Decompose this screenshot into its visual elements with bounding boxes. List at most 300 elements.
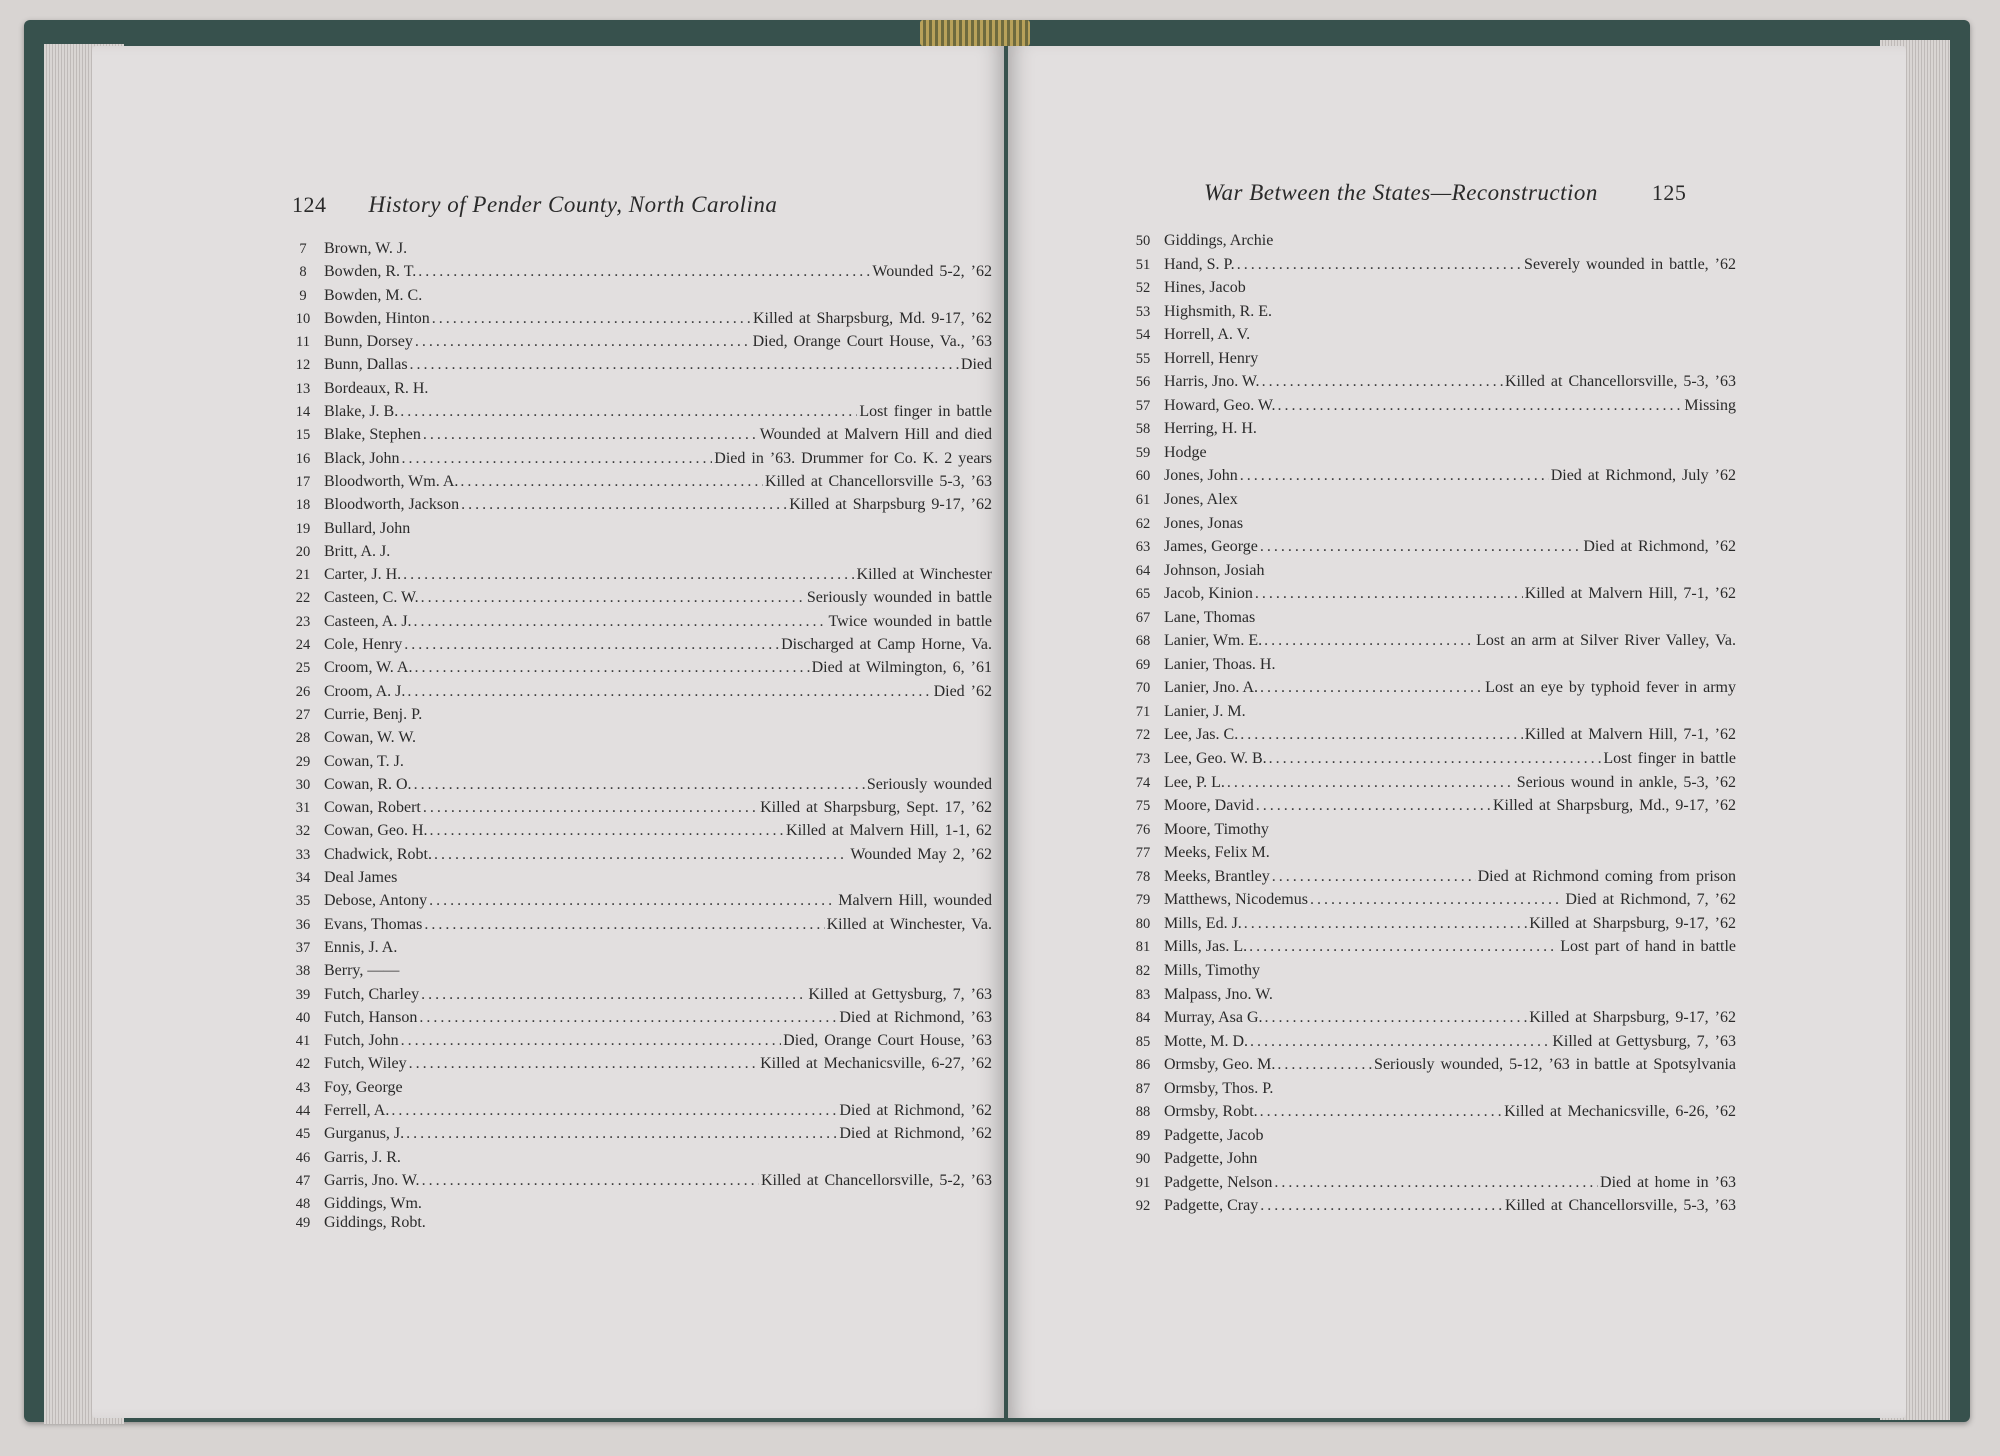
roster-entry — [282, 916, 992, 939]
roster-entry — [282, 310, 992, 333]
dot-leader — [460, 473, 763, 491]
entry-number: 76 — [1135, 821, 1151, 838]
soldier-name: Murray, Asa G. — [1164, 1009, 1263, 1027]
soldier-name: Deal James — [324, 869, 398, 887]
soldier-name: Brown, W. J. — [324, 240, 408, 257]
entry-number: 13 — [295, 380, 311, 397]
roster-entry — [282, 333, 992, 356]
soldier-name: Lee, Jas. C. — [1164, 726, 1239, 744]
entry-number: 64 — [1135, 562, 1151, 579]
roster-entry — [1122, 703, 1736, 727]
soldier-name: Mills, Ed. J. — [1164, 914, 1242, 932]
soldier-name: Britt, A. J. — [324, 542, 391, 560]
dot-leader — [1240, 467, 1549, 485]
soldier-name: Hodge — [1164, 443, 1207, 461]
soldier-name: Blake, J. B. — [324, 403, 399, 421]
service-note: Twice wounded in battle — [828, 612, 992, 630]
soldier-name: Jones, Alex — [1164, 491, 1238, 509]
roster-entry — [1122, 1103, 1736, 1127]
service-note: Killed at Sharpsburg, 9-17, ’62 — [1529, 914, 1736, 932]
roster-entry — [1122, 562, 1736, 586]
right-page — [1008, 46, 1906, 1418]
entry-number: 58 — [1135, 421, 1151, 438]
entry-number: 87 — [1135, 1080, 1151, 1097]
roster-entry — [1122, 962, 1736, 986]
entry-number: 41 — [295, 1033, 311, 1050]
roster-entry — [1122, 256, 1736, 280]
dot-leader — [404, 636, 779, 654]
soldier-name: Motte, M. D. — [1164, 1032, 1248, 1050]
soldier-name: Bullard, John — [324, 519, 411, 537]
soldier-name: Giddings, Wm. — [324, 1195, 422, 1213]
entry-number: 31 — [295, 800, 311, 817]
roster-entry — [282, 846, 992, 869]
roster-entry — [1122, 303, 1736, 327]
entry-number: 24 — [295, 637, 311, 654]
dot-leader — [414, 659, 809, 677]
soldier-name: Meeks, Brantley — [1164, 867, 1270, 885]
service-note: Died at Richmond, July ’62 — [1550, 467, 1736, 485]
dot-leader — [1264, 632, 1474, 650]
soldier-name: Debose, Antony — [324, 892, 428, 910]
roster-entry — [1122, 679, 1736, 703]
dot-leader — [1227, 774, 1515, 792]
soldier-name: Cowan, W. W. — [324, 729, 417, 747]
soldier-name: Bloodworth, Jackson — [324, 496, 460, 514]
entry-number: 21 — [295, 567, 311, 584]
service-note: Killed at Mechanicsville, 6-26, ’62 — [1504, 1103, 1736, 1121]
entry-number: 16 — [295, 450, 311, 467]
spine-headband — [920, 20, 1030, 46]
roster-entry — [1122, 585, 1736, 609]
soldier-name: Bloodworth, Wm. A. — [324, 472, 459, 490]
soldier-name: Futch, Hanson — [324, 1008, 418, 1026]
entry-number: 29 — [295, 753, 311, 770]
roster-entry — [1122, 373, 1736, 397]
left-page — [92, 46, 1004, 1418]
dot-leader — [434, 846, 848, 864]
soldier-name: Blake, Stephen — [324, 426, 421, 444]
soldier-name: Jacob, Kinion — [1164, 585, 1253, 603]
soldier-name: James, George — [1164, 538, 1258, 556]
dot-leader — [400, 403, 857, 421]
roster-entry — [1122, 1127, 1736, 1151]
entry-number: 11 — [296, 334, 310, 351]
service-note: Lost an arm at Silver River Valley, Va. — [1476, 632, 1736, 650]
roster-entry — [282, 496, 992, 519]
entry-number: 65 — [1135, 586, 1151, 603]
service-note: Died at Richmond, ’62 — [839, 1101, 992, 1119]
soldier-name: Howard, Geo. W. — [1164, 396, 1276, 414]
service-note: Killed at Chancellorsville, 5-2, ’63 — [760, 1171, 992, 1189]
roster-entry — [282, 1079, 992, 1102]
soldier-name: Malpass, Jno. W. — [1164, 985, 1273, 1003]
soldier-name: Lanier, J. M. — [1164, 702, 1246, 720]
soldier-name: Padgette, Jacob — [1164, 1126, 1264, 1144]
dot-leader — [419, 1009, 837, 1027]
roster-entry — [1122, 1080, 1736, 1104]
roster-list-right — [1122, 232, 1736, 1221]
entry-number: 47 — [295, 1172, 311, 1189]
soldier-name: Gurganus, J. — [324, 1125, 405, 1143]
roster-entry — [1122, 232, 1736, 256]
dot-leader — [461, 496, 787, 514]
soldier-name: Hines, Jacob — [1164, 279, 1246, 297]
entry-number: 37 — [295, 939, 311, 956]
soldier-name: Bowden, M. C. — [324, 286, 423, 304]
entry-number: 42 — [295, 1056, 311, 1073]
soldier-name: Cowan, R. O. — [324, 775, 412, 793]
entry-number: 23 — [295, 613, 311, 630]
soldier-name: Futch, John — [324, 1032, 399, 1050]
roster-entry — [282, 939, 992, 962]
soldier-name: Lanier, Jno. A. — [1164, 679, 1259, 697]
service-note: Killed at Chancellorsville, 5-3, ’63 — [1504, 1197, 1736, 1215]
roster-list-left — [282, 240, 992, 1233]
roster-entry — [282, 1172, 992, 1195]
service-note: Killed at Winchester, Va. — [826, 915, 992, 933]
roster-entry — [282, 380, 992, 403]
soldier-name: Currie, Benj. P. — [324, 705, 423, 723]
soldier-name: Moore, David — [1164, 797, 1254, 815]
soldier-name: Foy, George — [324, 1078, 403, 1096]
entry-number: 67 — [1135, 609, 1151, 626]
dot-leader — [430, 822, 784, 840]
entry-number: 43 — [295, 1079, 311, 1096]
soldier-name: Cowan, Geo. H. — [324, 822, 428, 840]
soldier-name: Giddings, Archie — [1164, 232, 1274, 249]
roster-entry — [1122, 1056, 1736, 1080]
roster-entry — [282, 962, 992, 985]
entry-number: 33 — [295, 846, 311, 863]
entry-number: 85 — [1135, 1033, 1151, 1050]
left-page-header — [292, 192, 777, 218]
soldier-name: Evans, Thomas — [324, 915, 423, 933]
service-note: Killed at Sharpsburg, 9-17, ’62 — [1529, 1009, 1736, 1027]
entry-number: 12 — [295, 357, 311, 374]
entry-number: 60 — [1135, 468, 1151, 485]
roster-entry — [1122, 632, 1736, 656]
dot-leader — [1244, 915, 1527, 933]
service-note: Killed at Sharpsburg 9-17, ’62 — [789, 496, 992, 514]
entry-number: 53 — [1135, 303, 1151, 320]
dot-leader — [424, 916, 824, 934]
roster-entry — [1122, 726, 1736, 750]
roster-entry — [282, 287, 992, 310]
dot-leader — [414, 776, 865, 794]
entry-number: 56 — [1135, 374, 1151, 391]
roster-entry — [1122, 279, 1736, 303]
dot-leader — [421, 589, 805, 607]
service-note: Died at Wilmington, 6, ’61 — [811, 659, 992, 677]
soldier-name: Moore, Timothy — [1164, 820, 1269, 838]
dot-leader — [1269, 750, 1602, 768]
service-note: Died at home in ’63 — [1600, 1173, 1736, 1191]
entry-number: 32 — [295, 823, 311, 840]
entry-number: 62 — [1135, 515, 1151, 532]
entry-number: 83 — [1135, 986, 1151, 1003]
dot-leader — [1240, 726, 1523, 744]
entry-number: 7 — [299, 241, 307, 257]
roster-entry — [282, 799, 992, 822]
dot-leader — [1260, 679, 1483, 697]
roster-entry — [282, 543, 992, 566]
dot-leader — [1274, 1174, 1598, 1192]
entry-number: 15 — [295, 427, 311, 444]
roster-entry — [1122, 397, 1736, 421]
service-note: Died, Orange Court House, Va., ’63 — [752, 333, 992, 351]
entry-number: 61 — [1135, 492, 1151, 509]
entry-number: 9 — [299, 287, 307, 304]
service-note: Seriously wounded — [866, 775, 992, 793]
roster-entry — [1122, 420, 1736, 444]
roster-entry — [282, 729, 992, 752]
service-note: Died, Orange Court House, ’63 — [783, 1032, 992, 1050]
entry-number: 14 — [295, 404, 311, 421]
dot-leader — [432, 310, 751, 328]
entry-number: 88 — [1135, 1104, 1151, 1121]
soldier-name: Bordeaux, R. H. — [324, 379, 429, 397]
dot-leader — [1249, 938, 1558, 956]
dot-leader — [403, 566, 854, 584]
service-note: Wounded at Malvern Hill and died — [759, 426, 992, 444]
soldier-name: Bowden, R. T. — [324, 263, 417, 281]
service-note: Lost part of hand in battle — [1560, 938, 1736, 956]
entry-number: 63 — [1135, 539, 1151, 556]
entry-number: 27 — [295, 706, 311, 723]
soldier-name: Horrell, Henry — [1164, 349, 1259, 367]
dot-leader — [429, 892, 836, 910]
service-note: Lost finger in battle — [1603, 750, 1736, 768]
roster-entry — [1122, 797, 1736, 821]
page-number: 124 — [292, 192, 327, 217]
entry-number: 74 — [1135, 774, 1151, 791]
roster-entry — [282, 776, 992, 799]
soldier-name: Meeks, Felix M. — [1164, 844, 1270, 862]
running-head: History of Pender County, North Carolina — [368, 192, 778, 217]
roster-entry — [282, 613, 992, 636]
service-note: Killed at Sharpsburg, Md. 9-17, ’62 — [752, 309, 992, 327]
soldier-name: Bunn, Dorsey — [324, 333, 413, 351]
roster-entry — [1122, 891, 1736, 915]
dot-leader — [1265, 1009, 1528, 1027]
entry-number: 57 — [1135, 397, 1151, 414]
dot-leader — [421, 986, 806, 1004]
right-page-header — [1204, 180, 1686, 206]
soldier-name: Herring, H. H. — [1164, 420, 1257, 438]
roster-entry — [1122, 538, 1736, 562]
roster-entry — [282, 706, 992, 729]
soldier-name: Ormsby, Geo. M. — [1164, 1056, 1276, 1074]
entry-number: 36 — [295, 916, 311, 933]
entry-number: 45 — [295, 1126, 311, 1143]
service-note: Died at Richmond, ’63 — [839, 1008, 992, 1026]
soldier-name: Johnson, Josiah — [1164, 561, 1265, 579]
entry-number: 68 — [1135, 633, 1151, 650]
soldier-name: Mills, Jas. L. — [1164, 938, 1248, 956]
soldier-name: Black, John — [324, 449, 400, 467]
dot-leader — [409, 1055, 758, 1073]
entry-number: 30 — [295, 776, 311, 793]
dot-leader — [422, 1172, 759, 1190]
dot-leader — [1272, 868, 1476, 886]
entry-number: 17 — [295, 473, 311, 490]
soldier-name: Horrell, A. V. — [1164, 326, 1251, 344]
soldier-name: Jones, John — [1164, 467, 1238, 485]
soldier-name: Lanier, Wm. E. — [1164, 632, 1263, 650]
entry-number: 46 — [295, 1149, 311, 1166]
running-head: War Between the States—Reconstruction — [1204, 180, 1598, 205]
roster-entry — [282, 636, 992, 659]
roster-entry — [1122, 821, 1736, 845]
dot-leader — [1310, 891, 1563, 909]
soldier-name: Futch, Charley — [324, 985, 420, 1003]
service-note: Seriously wounded, 5-12, ’63 in battle at Spotsylvania — [1374, 1056, 1736, 1074]
entry-number: 50 — [1135, 233, 1151, 249]
service-note: Lost finger in battle — [859, 403, 992, 421]
service-note: Severely wounded in battle, ’62 — [1524, 255, 1736, 273]
service-note: Killed at Chancellorsville 5-3, ’63 — [764, 472, 992, 490]
roster-entry — [1122, 491, 1736, 515]
soldier-name: Padgette, John — [1164, 1150, 1258, 1168]
dot-leader — [1260, 1103, 1502, 1121]
soldier-name: Padgette, Cray — [1164, 1197, 1259, 1215]
roster-entry — [1122, 656, 1736, 680]
roster-entry — [282, 403, 992, 426]
soldier-name: Ferrell, A. — [324, 1101, 390, 1119]
dot-leader — [410, 356, 959, 374]
soldier-name: Cowan, Robert — [324, 799, 421, 817]
service-note: Died at Richmond coming from prison — [1477, 867, 1736, 885]
roster-entry — [282, 520, 992, 543]
soldier-name: Berry, —— — [324, 962, 400, 980]
roster-entry — [1122, 938, 1736, 962]
roster-entry — [282, 1149, 992, 1172]
entry-number: 25 — [295, 660, 311, 677]
roster-entry — [282, 1009, 992, 1032]
entry-number: 59 — [1135, 444, 1151, 461]
entry-number: 78 — [1135, 868, 1151, 885]
dot-leader — [418, 263, 870, 281]
entry-number: 55 — [1135, 350, 1151, 367]
entry-number: 90 — [1135, 1151, 1151, 1168]
roster-entry — [282, 426, 992, 449]
entry-number: 28 — [295, 730, 311, 747]
soldier-name: Jones, Jonas — [1164, 514, 1244, 532]
dot-leader — [414, 613, 827, 631]
entry-number: 79 — [1135, 892, 1151, 909]
roster-entry — [1122, 326, 1736, 350]
roster-entry — [282, 822, 992, 845]
entry-number: 82 — [1135, 962, 1151, 979]
soldier-name: Croom, A. J. — [324, 682, 406, 700]
soldier-name: Futch, Wiley — [324, 1055, 407, 1073]
roster-entry — [1122, 1033, 1736, 1057]
soldier-name: Ennis, J. A. — [324, 938, 398, 956]
service-note: Died at Richmond, 7, ’62 — [1565, 891, 1736, 909]
service-note: Missing — [1684, 396, 1736, 414]
roster-entry — [282, 892, 992, 915]
roster-entry — [282, 1214, 992, 1233]
roster-entry — [282, 263, 992, 286]
service-note: Killed at Gettysburg, 7, ’63 — [1552, 1032, 1736, 1050]
soldier-name: Casteen, A. J. — [324, 612, 412, 630]
dot-leader — [406, 1125, 837, 1143]
entry-number: 86 — [1135, 1057, 1151, 1074]
service-note: Died — [960, 356, 992, 374]
service-note: Killed at Chancellorsville, 5-3, ’63 — [1504, 373, 1736, 391]
dot-leader — [1255, 585, 1523, 603]
soldier-name: Cowan, T. J. — [324, 752, 404, 770]
soldier-name: Harris, Jno. W. — [1164, 373, 1260, 391]
dot-leader — [401, 1032, 781, 1050]
service-note: Malvern Hill, wounded — [838, 892, 992, 910]
service-note: Died ’62 — [933, 682, 992, 700]
entry-number: 80 — [1135, 915, 1151, 932]
roster-entry — [282, 589, 992, 612]
dot-leader — [391, 1102, 837, 1120]
roster-entry — [282, 566, 992, 589]
soldier-name: Bowden, Hinton — [324, 309, 430, 327]
service-note: Killed at Winchester — [856, 566, 992, 584]
dot-leader — [407, 683, 931, 701]
roster-entry — [1122, 1174, 1736, 1198]
entry-number: 75 — [1135, 798, 1151, 815]
entry-number: 73 — [1135, 751, 1151, 768]
entry-number: 92 — [1135, 1198, 1151, 1215]
soldier-name: Lee, Geo. W. B. — [1164, 750, 1267, 768]
entry-number: 54 — [1135, 327, 1151, 344]
roster-entry — [1122, 350, 1736, 374]
soldier-name: Chadwick, Robt. — [324, 845, 432, 863]
roster-entry — [1122, 1009, 1736, 1033]
roster-entry — [1122, 774, 1736, 798]
soldier-name: Mills, Timothy — [1164, 961, 1261, 979]
roster-entry — [282, 240, 992, 263]
entry-number: 34 — [295, 870, 311, 887]
service-note: Died at Richmond, ’62 — [1583, 538, 1736, 556]
service-note: Wounded May 2, ’62 — [850, 845, 992, 863]
entry-number: 39 — [295, 986, 311, 1003]
soldier-name: Ormsby, Thos. P. — [1164, 1079, 1274, 1097]
entry-number: 40 — [295, 1009, 311, 1026]
dot-leader — [423, 426, 758, 444]
roster-entry — [282, 1055, 992, 1078]
entry-number: 38 — [295, 963, 311, 980]
roster-entry — [282, 473, 992, 496]
roster-entry — [1122, 444, 1736, 468]
soldier-name: Padgette, Nelson — [1164, 1173, 1273, 1191]
roster-entry — [282, 356, 992, 379]
entry-number: 35 — [295, 893, 311, 910]
soldier-name: Cole, Henry — [324, 636, 403, 654]
entry-number: 81 — [1135, 939, 1151, 956]
roster-entry — [1122, 609, 1736, 633]
service-note: Wounded 5-2, ’62 — [872, 263, 992, 281]
service-note: Killed at Malvern Hill, 7-1, ’62 — [1524, 585, 1736, 603]
dot-leader — [415, 333, 751, 351]
entry-number: 10 — [295, 310, 311, 327]
roster-entry — [1122, 986, 1736, 1010]
roster-entry — [1122, 515, 1736, 539]
roster-entry — [282, 1102, 992, 1125]
dot-leader — [1278, 397, 1683, 415]
soldier-name: Hand, S. P. — [1164, 255, 1235, 273]
service-note: Killed at Sharpsburg, Sept. 17, ’62 — [760, 799, 992, 817]
soldier-name: Giddings, Robt. — [324, 1214, 426, 1232]
entry-number: 52 — [1135, 280, 1151, 297]
roster-entry — [282, 1125, 992, 1148]
